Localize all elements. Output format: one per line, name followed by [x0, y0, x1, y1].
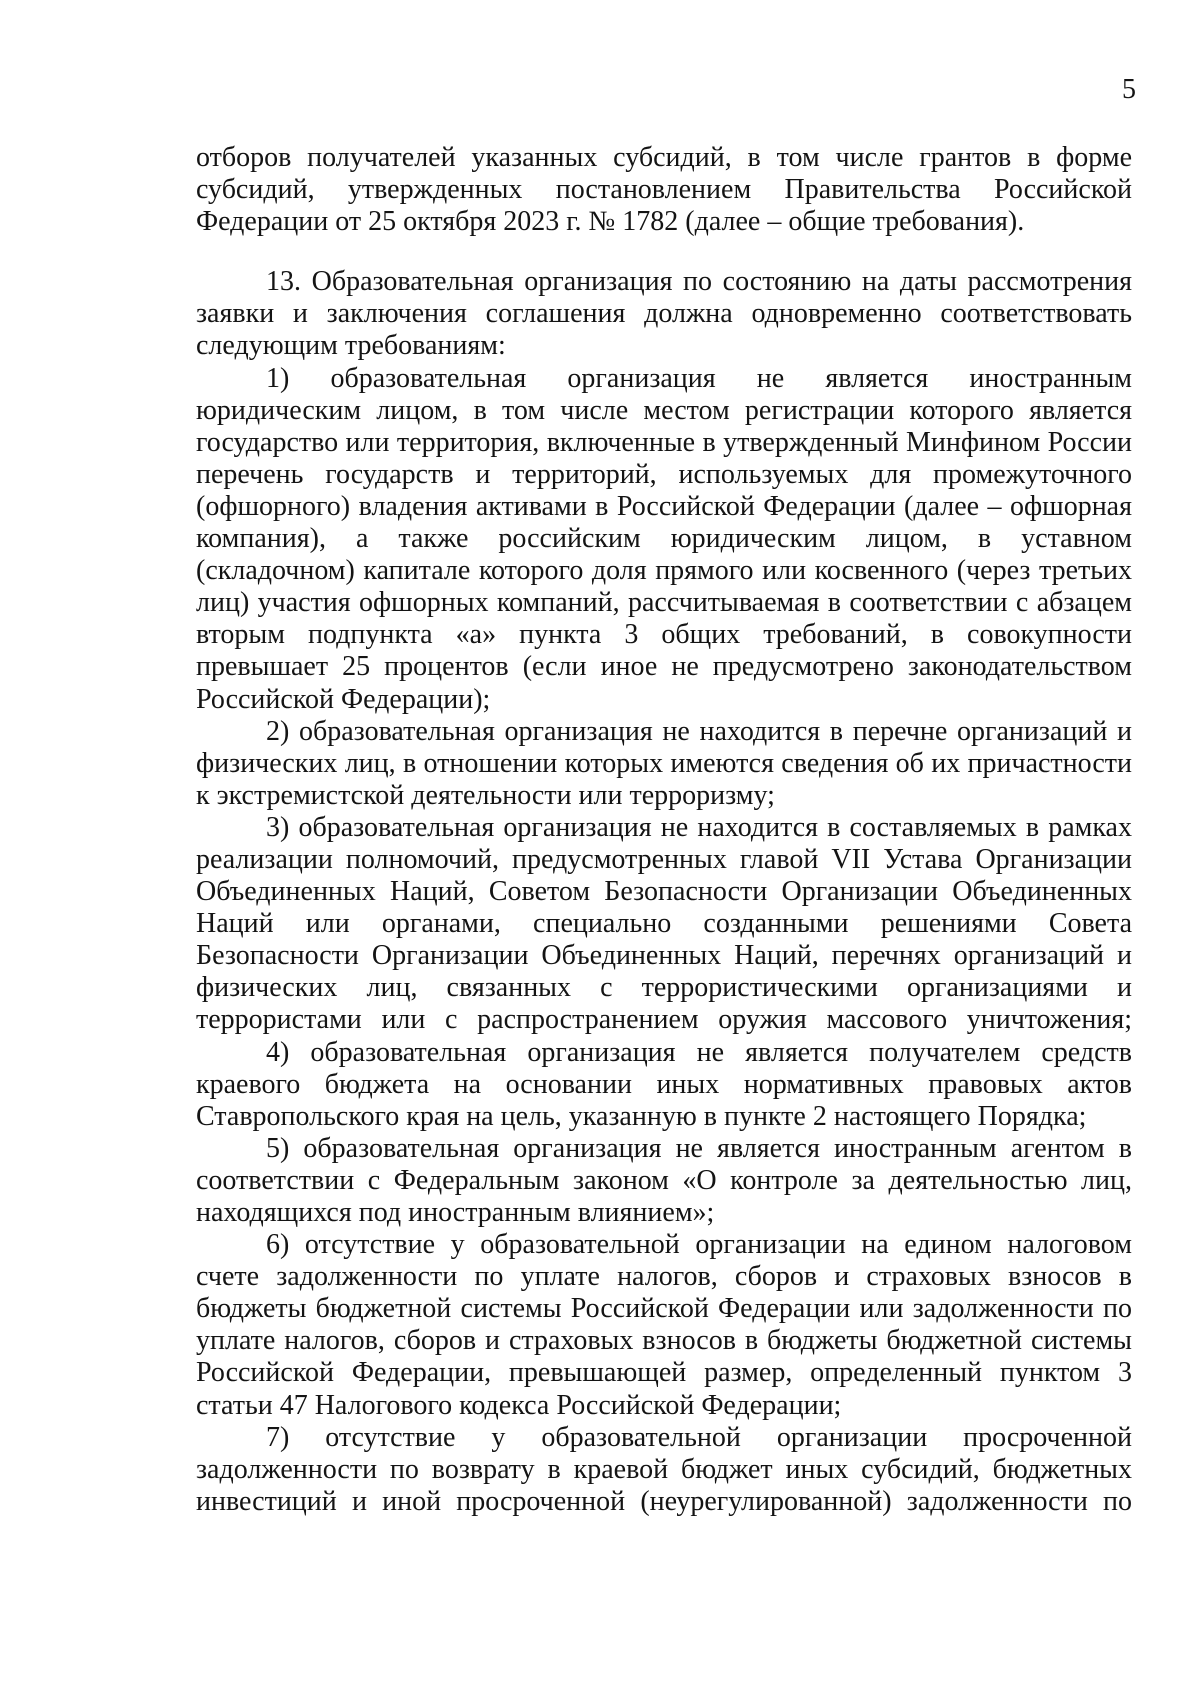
paragraph-subitem-7: 7) отсутствие у образовательной организации просроченной задолженности по возврату в краевой бюджет иных субсидий, бюджетных инвестиций и иной просроченной (неурегулированной) задолженности по — [196, 1421, 1132, 1517]
paragraph-subitem-6: 6) отсутствие у образовательной организации на едином налоговом счете задолженности по уплате налогов, сборов и страховых взносов в бюджеты бюджетной системы Российской Федерации или задолженности по уплате налогов, сборов и страховых взносов в бюджеты бюджетной системы Российской Федерации, превышающей размер, определенный пунктом 3 статьи 47 Налогового кодекса Российской Федерации; — [196, 1229, 1132, 1421]
paragraph-subitem-2: 2) образовательная организация не находится в перечне организаций и физических лиц, в отношении которых имеются сведения об их причастности к экстремистской деятельности или терроризму; — [196, 715, 1132, 811]
paragraph-subitem-4: 4) образовательная организация не является получателем средств краевого бюджета на основании иных нормативных правовых актов Ставропольского края на цель, указанную в пункте 2 настоящего Порядка; — [196, 1036, 1132, 1132]
document-body — [196, 142, 1132, 1518]
paragraph-continuation: отборов получателей указанных субсидий, в том числе грантов в форме субсидий, утвержденных постановлением Правительства Российской Федерации от 25 октября 2023 г. № 1782 (далее – общие требования). — [196, 142, 1132, 238]
paragraph-subitem-3: 3) образовательная организация не находится в составляемых в рамках реализации полномочий, предусмотренных главой VII Устава Организации Объединенных Наций, Советом Безопасности Организации Объединенных Наций или органами, специально созданными решениями Совета Безопасности Организации Объединенных Наций, перечнях организаций и физических лиц, связанных с террористическими организациями и террористами или с распространением оружия массового уничтожения; — [196, 811, 1132, 1036]
page-number: 5 — [1122, 74, 1136, 105]
paragraph-item-13: 13. Образовательная организация по состоянию на даты рассмотрения заявки и заключения соглашения должна одновременно соответствовать следующим требованиям: — [196, 266, 1132, 362]
paragraph-subitem-5: 5) образовательная организация не является иностранным агентом в соответствии с Федеральным законом «О контроле за деятельностью лиц, находящихся под иностранным влиянием»; — [196, 1132, 1132, 1228]
paragraph-subitem-1: 1) образовательная организация не является иностранным юридическим лицом, в том числе местом регистрации которого является государство или территория, включенные в утвержденный Минфином России перечень государств и территорий, используемых для промежуточного (офшорного) владения активами в Российской Федерации (далее – офшорная компания), а также российским юридическим лицом, в уставном (складочном) капитале которого доля прямого или косвенного (через третьих лиц) участия офшорных компаний, рассчитываемая в соответствии с абзацем вторым подпункта «а» пункта 3 общих требований, в совокупности превышает 25 процентов (если иное не предусмотрено законодательством Российской Федерации); — [196, 362, 1132, 715]
